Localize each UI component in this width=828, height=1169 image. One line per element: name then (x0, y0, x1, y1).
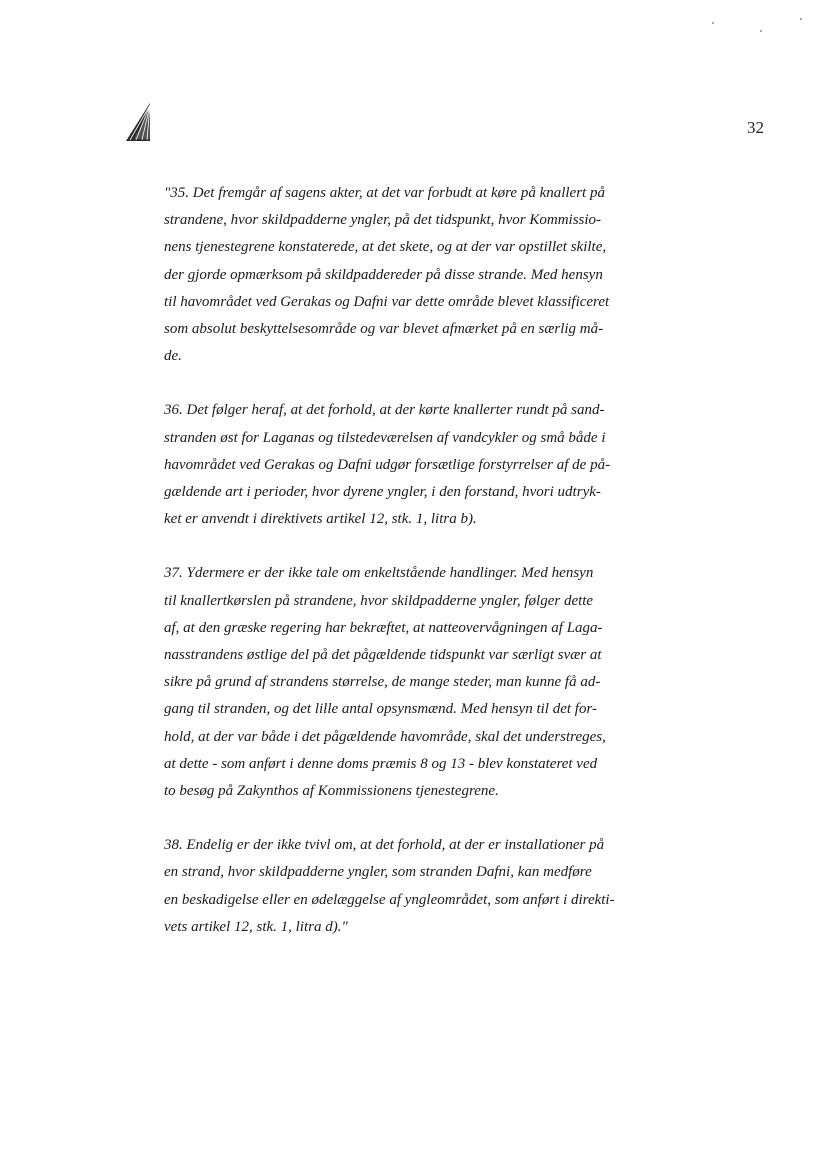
text-line: nens tjenestegrene konstaterede, at det skete, og at der var opstillet skilte, (164, 239, 607, 256)
paragraph-37 (164, 560, 648, 805)
text-line: der gjorde opmærksom på skildpaddereder på disse strande. Med hensyn (164, 266, 603, 283)
triangle-logo-icon (126, 103, 154, 143)
text-line: 36. Det følger heraf, at det forhold, at der kørte knallerter rundt på sand- (164, 402, 605, 419)
text-line: 37. Ydermere er der ikke tale om enkeltstående handlinger. Med hensyn (164, 565, 594, 582)
text-line: ket er anvendt i direktivets artikel 12, stk. 1, litra b). (164, 511, 477, 528)
text-line: en beskadigelse eller en ødelæggelse af yngleområdet, som anført i direkti- (164, 891, 615, 908)
text-line: til havområdet ved Gerakas og Dafni var dette område blevet klassificeret (164, 293, 610, 310)
text-line: vets artikel 12, stk. 1, litra d)." (164, 918, 348, 935)
text-line: havområdet ved Gerakas og Dafni udgør forsætlige forstyrrelser af de på- (164, 456, 611, 473)
text-line: til knallertkørslen på strandene, hvor skildpadderne yngler, følger dette (164, 592, 594, 609)
text-line: to besøg på Zakynthos af Kommissionens tjenestegrene. (164, 783, 499, 800)
scan-speck (800, 18, 802, 20)
page-number: 32 (747, 118, 764, 137)
text-line: "35. Det fremgår af sagens akter, at det var forbudt at køre på knallert på (164, 185, 605, 201)
text-line: at dette - som anført i denne doms præmis 8 og 13 - blev konstateret ved (164, 755, 598, 772)
text-line: gældende art i perioder, hvor dyrene yngler, i den forstand, hvori udtryk- (164, 484, 601, 501)
paragraph-38 (164, 832, 648, 941)
text-line: stranden øst for Laganas og tilstedeværelsen af vandcykler og små både i (164, 429, 606, 446)
text-line: af, at den græske regering har bekræftet, at natteovervågningen af Laga- (164, 619, 603, 636)
text-line: de. (164, 348, 182, 365)
paragraph-35 (164, 180, 648, 370)
body-text (164, 180, 648, 968)
text-line: strandene, hvor skildpadderne yngler, på det tidspunkt, hvor Kommissio- (164, 212, 602, 229)
text-line: gang til stranden, og det lille antal opsynsmænd. Med hensyn til det for- (164, 701, 597, 718)
paragraph-36 (164, 397, 648, 533)
scan-speck (760, 30, 762, 32)
text-line: 38. Endelig er der ikke tvivl om, at det forhold, at der er installationer på (164, 837, 605, 854)
scan-speck (712, 22, 714, 24)
text-line: sikre på grund af strandens størrelse, de mange steder, man kunne få ad- (164, 674, 601, 691)
text-line: en strand, hvor skildpadderne yngler, som stranden Dafni, kan medføre (164, 864, 592, 881)
text-line: hold, at der var både i det pågældende havområde, skal det understreges, (164, 728, 606, 745)
text-line: som absolut beskyttelsesområde og var blevet afmærket på en særlig må- (164, 321, 604, 338)
text-line: nasstrandens østlige del på det pågældende tidspunkt var særligt svær at (164, 647, 602, 664)
